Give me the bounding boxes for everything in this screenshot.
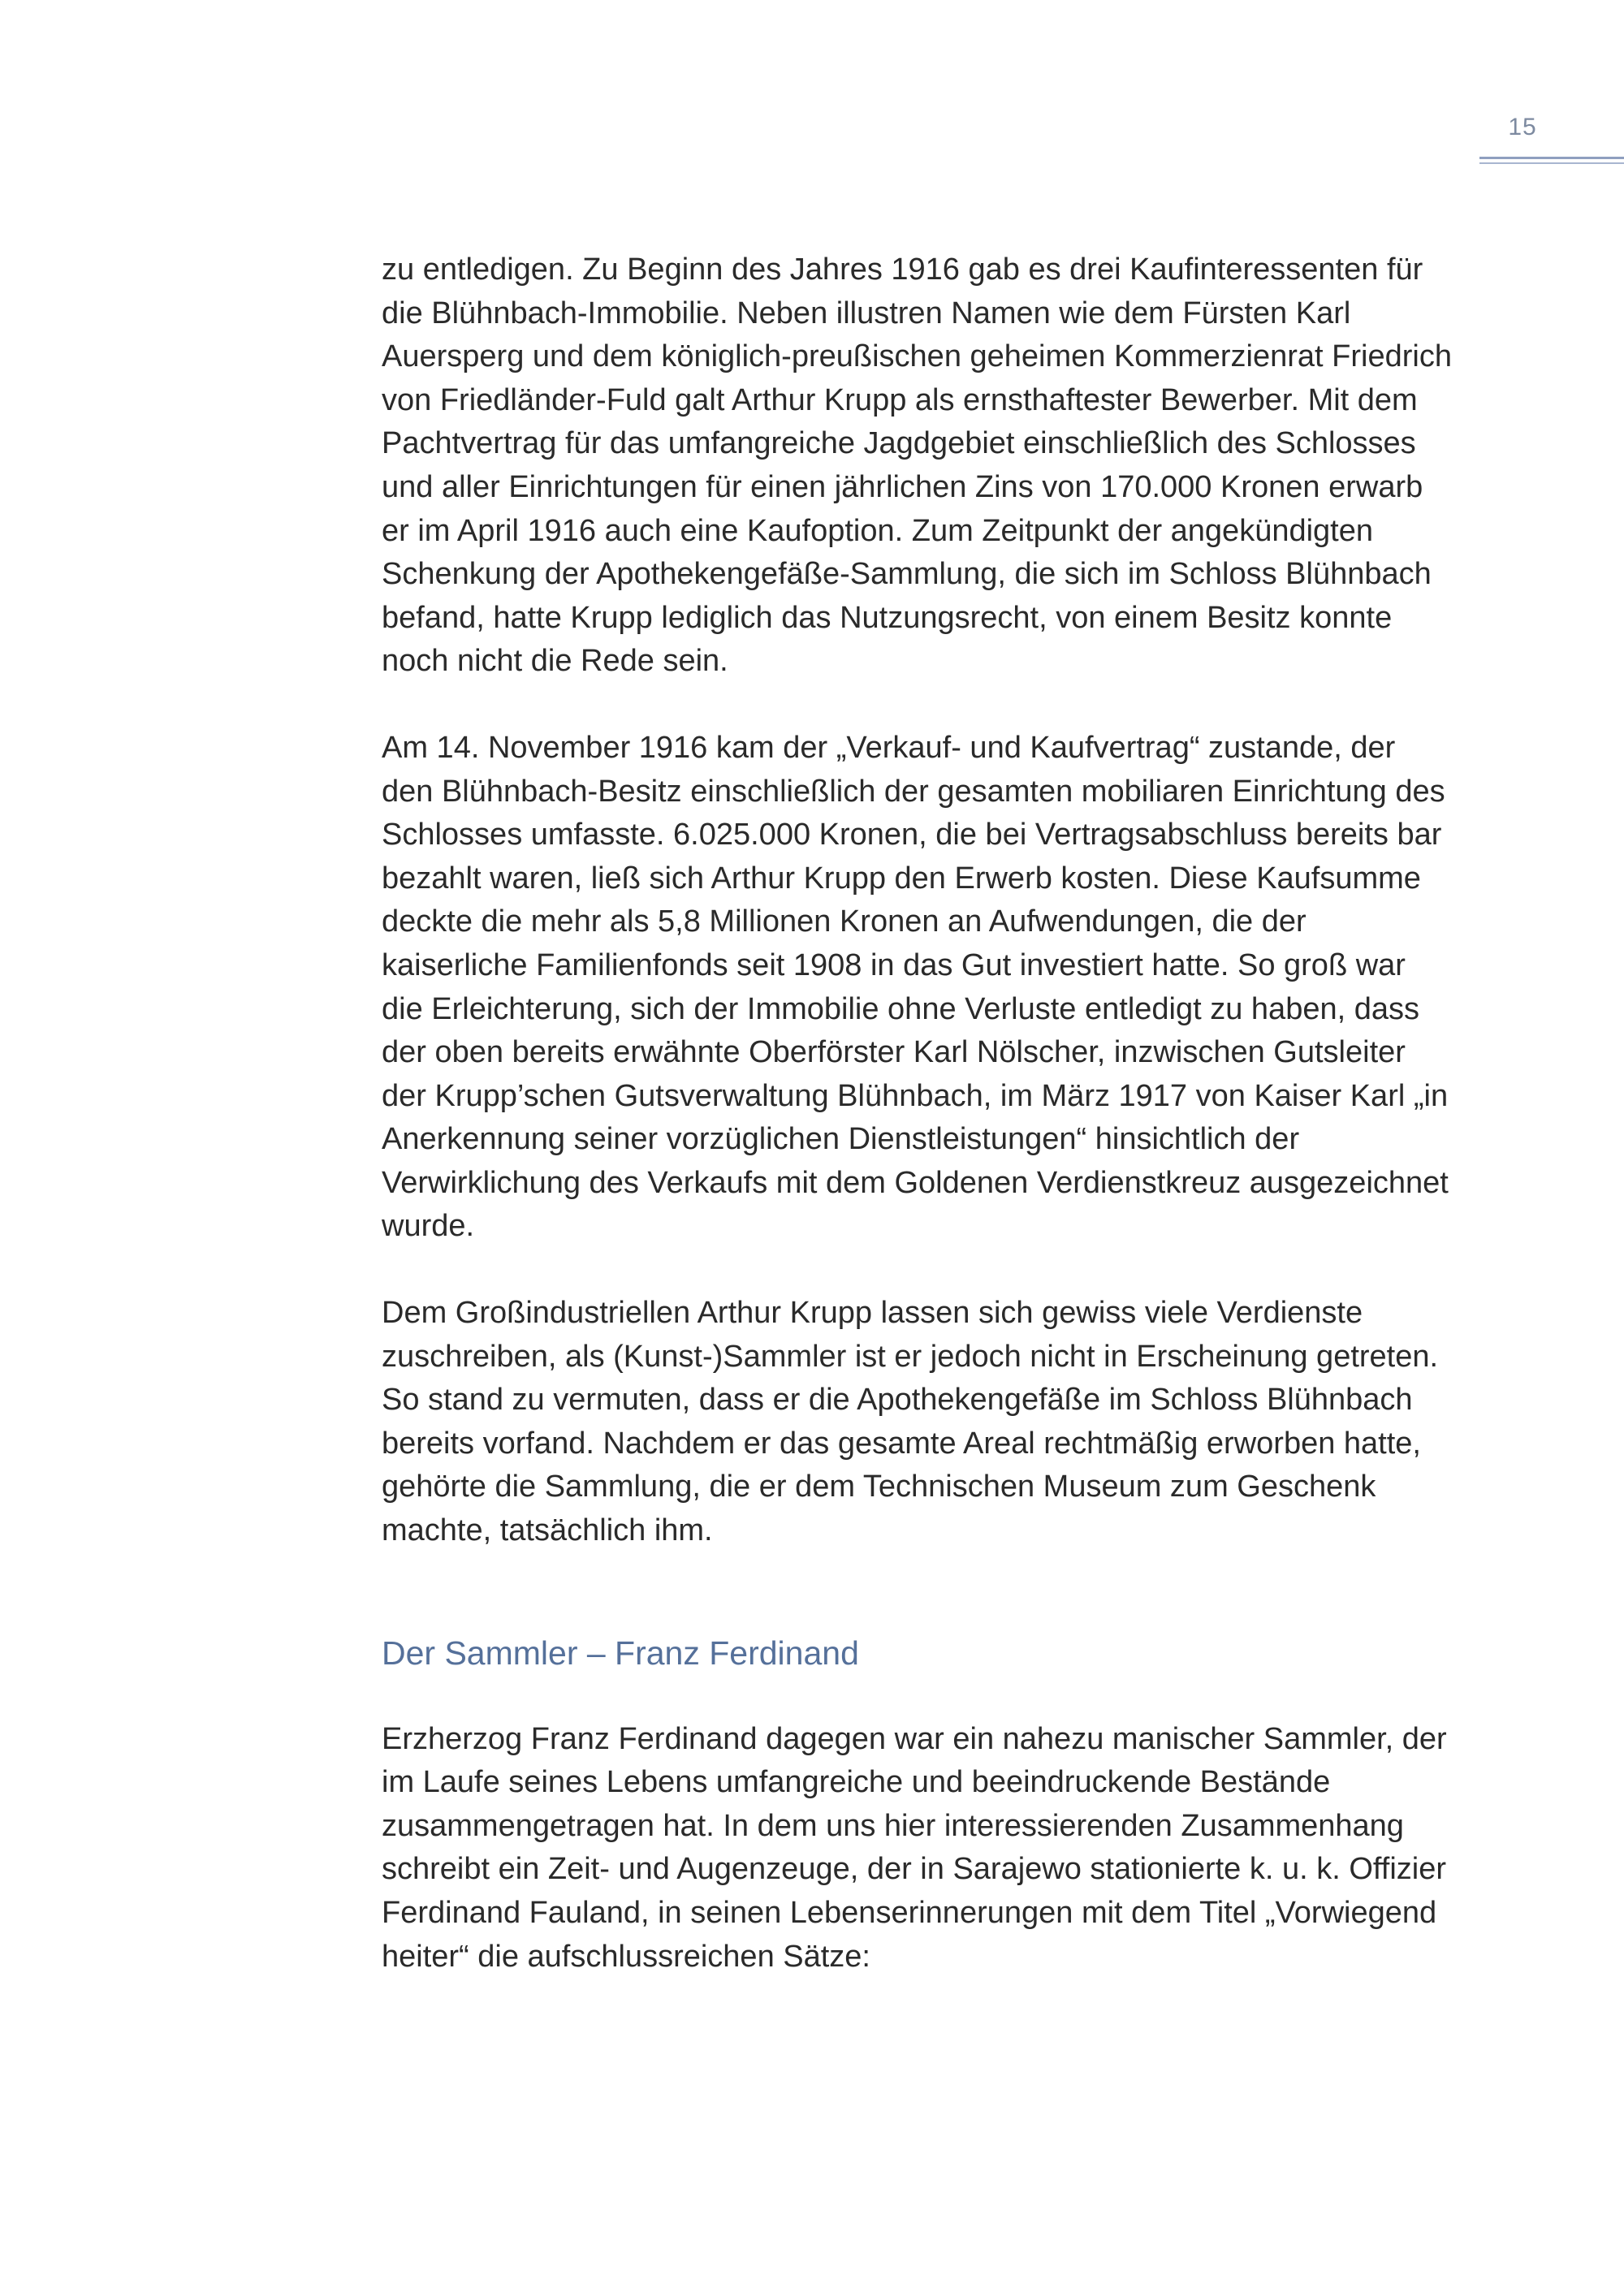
page-number: 15 (1508, 114, 1537, 140)
body-paragraph-1: zu entledigen. Zu Beginn des Jahres 1916 gab es drei Kaufinteressenten für die Blühnbach-Immobilie. Neben illustren Namen wie dem Fürsten Karl Auersperg und dem königlich-preußischen geheimen Kommerzienrat Friedrich von Friedländer-Fuld galt Arthur Krupp als ernsthaftester Bewerber. Mit dem Pachtvertrag für das umfangreiche Jagdgebiet einschließlich des Schlosses und aller Einrichtungen für einen jährlichen Zins von 170.000 Kronen erwarb er im April 1916 auch eine Kaufoption. Zum Zeitpunkt der angekündigten Schenkung der Apothekengefäße-Sammlung, die sich im Schloss Blühnbach befand, hatte Krupp lediglich das Nutzungsrecht, von einem Besitz konnte noch nicht die Rede sein. (382, 253, 1452, 679)
header-rule (1479, 157, 1624, 159)
header-rule-secondary (1479, 162, 1624, 164)
section-paragraph: Erzherzog Franz Ferdinand dagegen war ein nahezu manischer Sammler, der im Laufe seines Lebens umfangreiche und beeindruckende Bestände zusammengetragen hat. In dem uns hier interessierenden Zusammenhang schreibt ein Zeit- und Augenzeuge, der in Sarajewo stationierte k. u. k. Offizier Ferdinand Fauland, in seinen Lebenserinnerungen mit dem Titel „Vorwiegend heiter“ die aufschlussreichen Sätze: (382, 1721, 1447, 1974)
section-heading: Der Sammler – Franz Ferdinand (382, 1634, 859, 1672)
body-paragraph-2: Am 14. November 1916 kam der „Verkauf- und Kaufvertrag“ zustande, der den Blühnbach-Besitz einschließlich der gesamten mobiliaren Einrichtung des Schlosses umfasste. 6.025.000 Kronen, die bei Vertragsabschluss bereits bar bezahlt waren, ließ sich Arthur Krupp den Erwerb kosten. Diese Kaufsumme deckte die mehr als 5,8 Millionen Kronen an Aufwendungen, die der kaiserliche Familienfonds seit 1908 in das Gut investiert hatte. So groß war die Erleichterung, sich der Immobilie ohne Verluste entledigt zu haben, dass der oben bereits erwähnte Oberförster Karl Nölscher, inzwischen Gutsleiter der Krupp’schen Gutsverwaltung Blühnbach, im März 1917 von Kaiser Karl „in Anerkennung seiner vorzüglichen Dienstleistungen“ hinsichtlich der Verwirklichung des Verkaufs mit dem Goldenen Verdienstkreuz ausgezeichnet wurde. (382, 730, 1449, 1244)
body-paragraph-3: Dem Großindustriellen Arthur Krupp lassen sich gewiss viele Verdienste zuschreiben, als (Kunst-)Sammler ist er jedoch nicht in Erscheinung getreten. So stand zu vermuten, dass er die Apothekengefäße im Schloss Blühnbach bereits vorfand. Nachdem er das gesamte Areal rechtmäßig erworben hatte, gehörte die Sammlung, die er dem Technischen Museum zum Geschenk machte, tatsächlich ihm. (382, 1296, 1439, 1548)
main-content (382, 248, 1453, 1979)
